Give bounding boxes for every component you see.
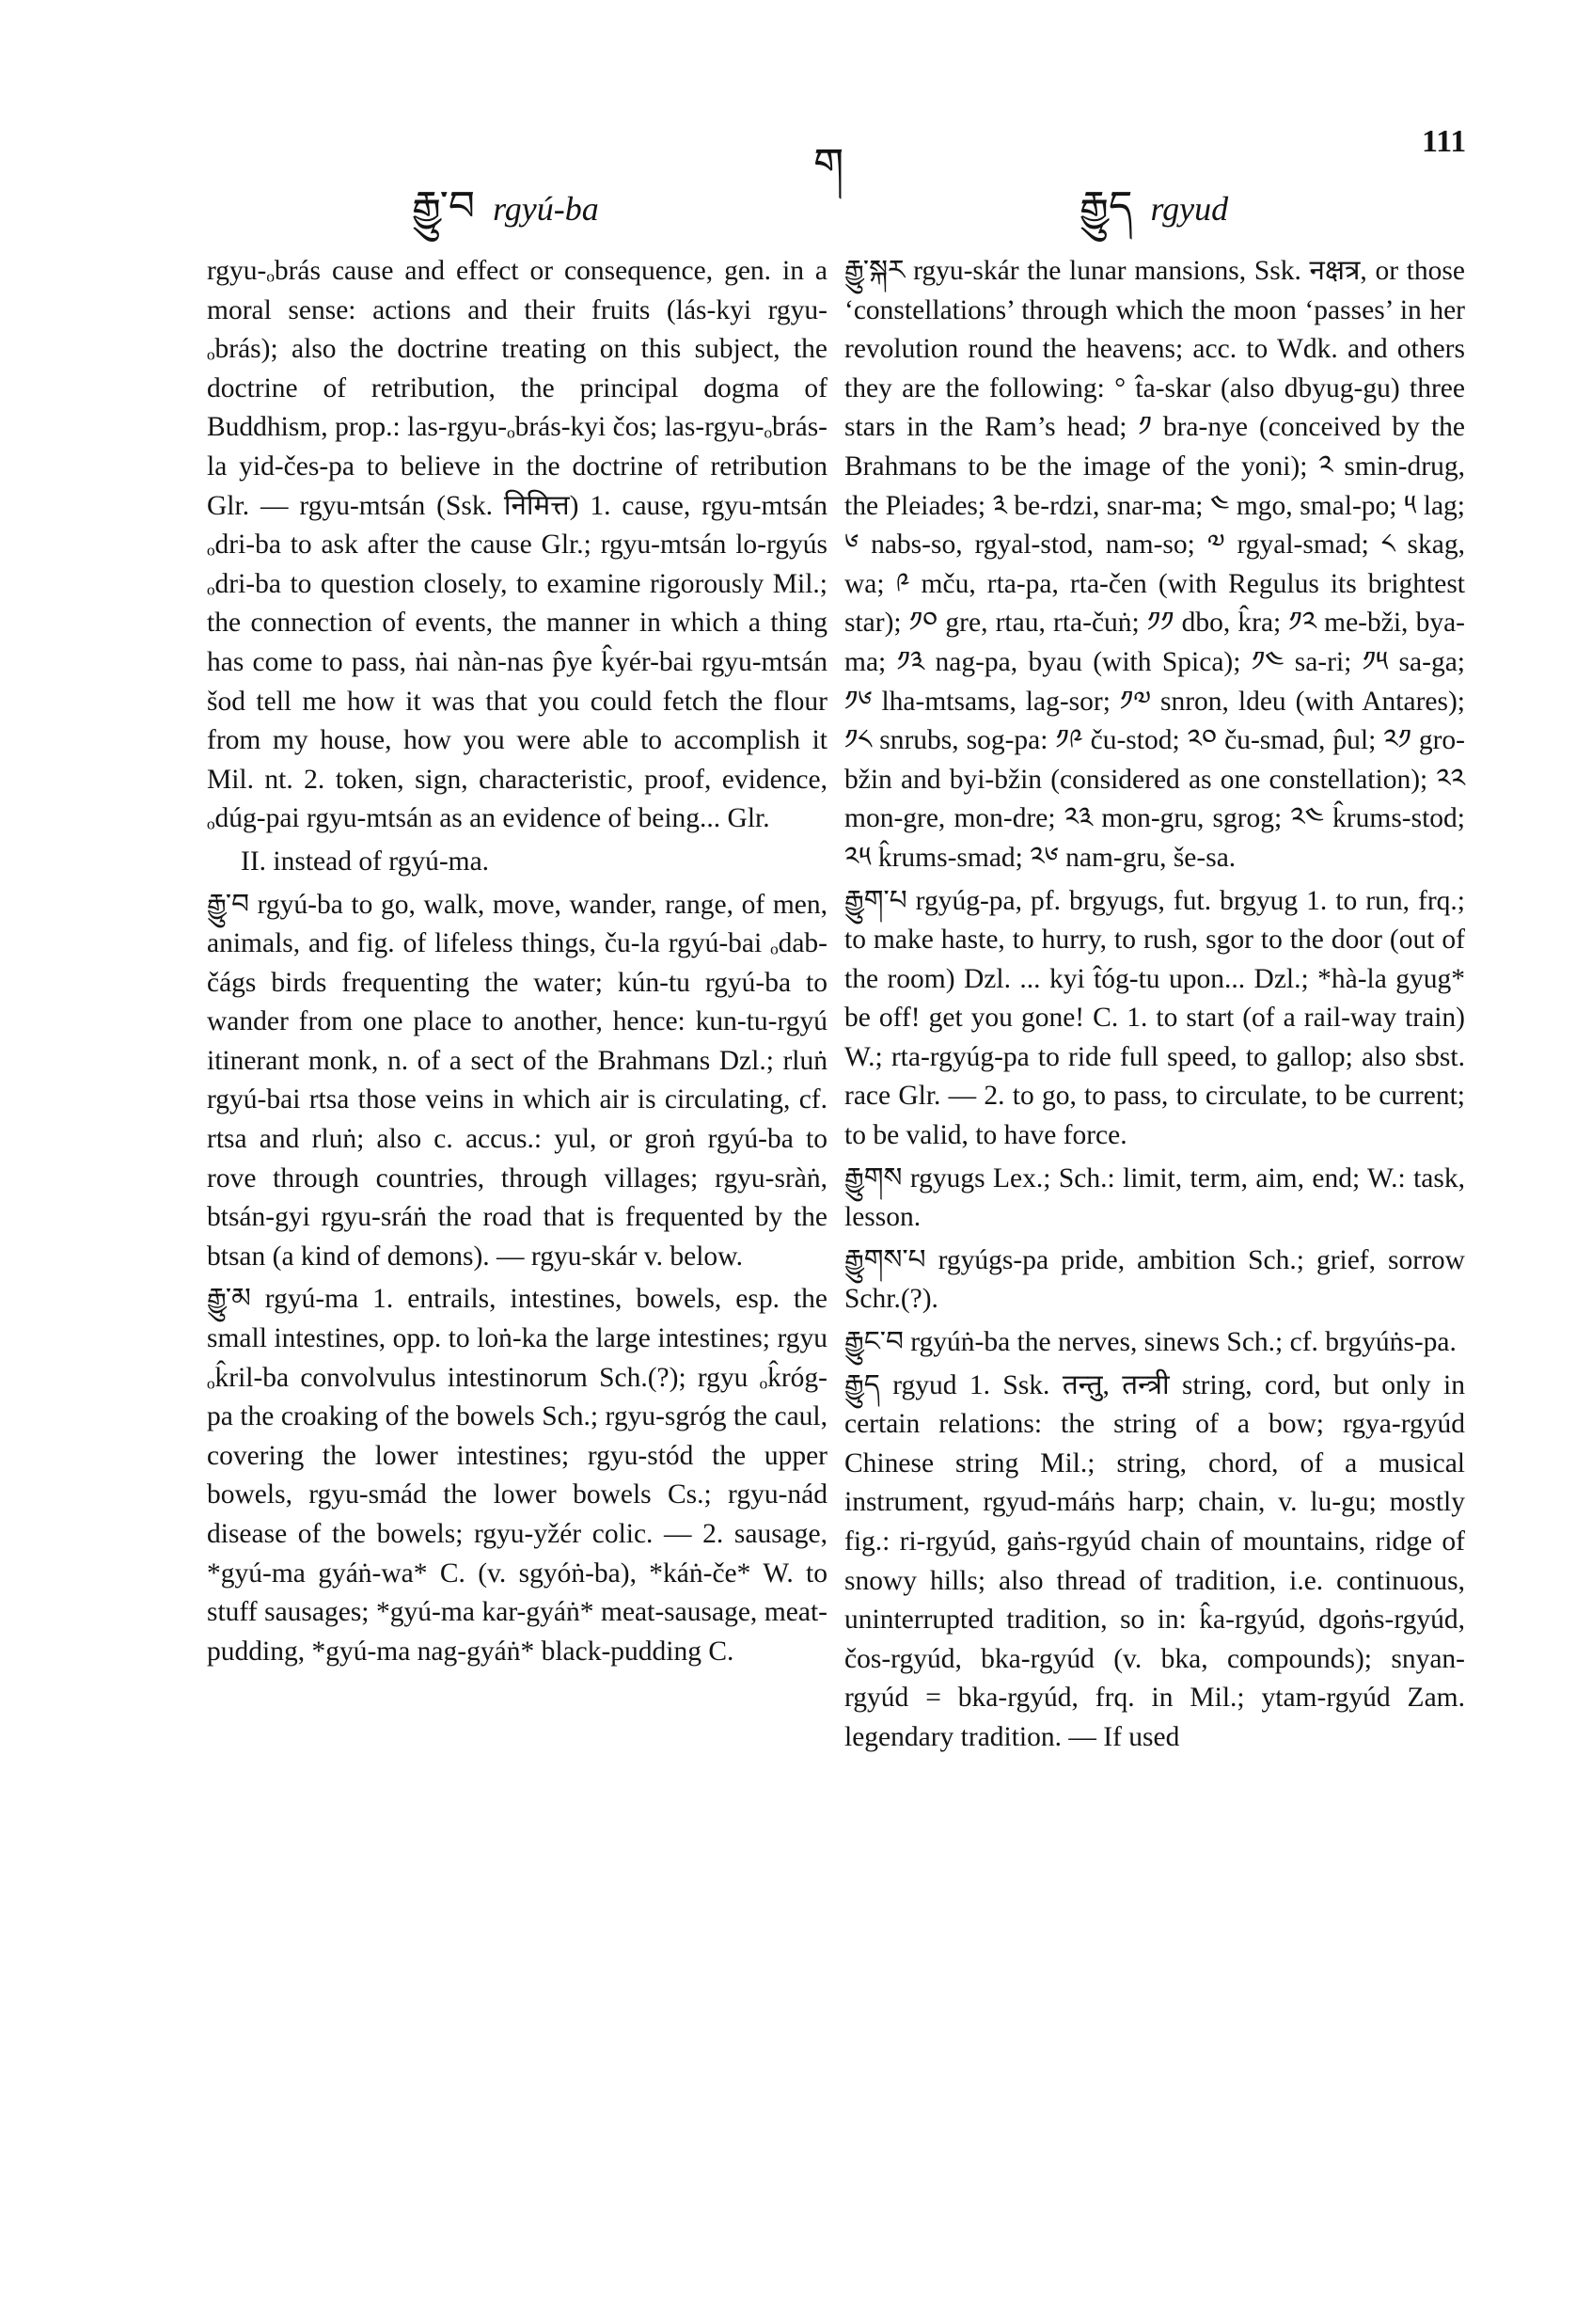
entry-rgyugs-pa: རྒྱུགས་པ rgyúgs-pa pride, ambition Sch.; grief, sorrow Schr.(?). (844, 1244, 1465, 1315)
header-right-translit: rgyud (1150, 190, 1229, 228)
entry-rgyug-pa: རྒྱུག་པ rgyúg-pa, pf. brgyugs, fut. brgyug 1. to run, frq.; to make haste, to hurry, to rush, sgor to the door (out of the room) Dzl. ... kyi t̂óg-tu upon... Dzl.; *hà-la gyug* be off! get you gone! C. 1. to start (of a rail-way train) W.; rta-rgyúg-pa to ride full speed, to gallop; also sbst. race Glr. — 2. to go, to pass, to circulate, to be current; to be valid, to have force. (844, 885, 1465, 1151)
page-number: 111 (1422, 124, 1467, 159)
entry-paragraph: rgyu-ₒbrás cause and effect or consequence, gen. in a moral sense: actions and their fruits (lás-kyi rgyu-ₒbrás); also the doctrine treating on this subject, the doctrine of retribution, the principal dogma of Buddhism, prop.: las-rgyu-ₒbrás-kyi čos; las-rgyu-ₒbrás-la yid-čes-pa to believe in the doctrine of retribution Glr. — rgyu-mtsán (Ssk. निमित्त) 1. cause, rgyu-mtsán ₒdri-ba to ask after the cause Glr.; rgyu-mtsán lo-rgyús ₒdri-ba to question closely, to examine rigorously Mil.; the connection of events, the manner in which a thing has come to pass, ṅai nàn-nas p̂ye k̂yér-bai rgyu-mtsán šod tell me how it was that you could fetch the flour from my house, how you were able to accomplish it Mil. nt. 2. token, sign, characteristic, proof, evidence, ₒdúg-pai rgyu-mtsán as an evidence of being... Glr. (207, 256, 827, 834)
entry-rgyud: རྒྱུད rgyud 1. Ssk. तन्तु, तन्त्री string, cord, but only in certain relations: the string of a bow; rgya-rgyúd Chinese string Mil.; string, chord, of a musical instrument, rgyud-máṅs harp; chain, v. lu-gu; mostly fig.: ri-rgyúd, gaṅs-rgyúd chain of mountains, ridge of snowy hills; also thread of tradition, i.e. continuous, uninterrupted tradition, so in: k̂a-rgyúd, dgoṅs-rgyúd, čos-rgyúd, bka-rgyúd (v. bka, compounds); snyan-rgyúd = bka-rgyúd, frq. in Mil.; ytam-rgyúd Zam. legendary tradition. — If used (844, 1369, 1465, 1752)
entry-paragraph: II. instead of rgyú-ma. (241, 846, 490, 877)
left-column (207, 252, 827, 1675)
running-header-letter: ག (813, 138, 844, 189)
header-left-tibetan: རྒྱུ་བ (412, 182, 476, 230)
header-right-tibetan: རྒྱུད (1080, 182, 1133, 230)
entry-rgyu-ma: རྒྱུ་མ rgyú-ma 1. entrails, intestines, bowels, esp. the small intestines, opp. to loṅ-ka the large intestines; rgyu ₒk̂ril-ba convolvulus intestinorum Sch.(?); rgyu ₒk̂róg-pa the croaking of the bowels Sch.; rgyu-sgróg the caul, covering the lower intestines; rgyu-stód the upper bowels, rgyu-smád the lower bowels Cs.; rgyu-nád disease of the bowels; rgyu-yžér colic. — 2. sausage, *gyú-ma gyáṅ-wa* C. (v. sgyóṅ-ba), *káṅ-če* W. to stuff sausages; *gyú-ma kar-gyáṅ* meat-sausage, meat-pudding, *gyú-ma nag-gyáṅ* black-pudding C. (207, 1284, 827, 1667)
entry-rgyu-skar: རྒྱུ་སྐར rgyu-skár the lunar mansions, Ssk. नक्षत्र, or those ‘constellations’ through which the moon ‘passes’ in her revolution round the heavens; acc. to Wdk. and others they are the following: ° t̂a-skar (also dbyug-gu) three stars in the Ram’s head; ༡ bra-nye (conceived by the Brahmans to be the image of the yoni); ༢ smin-drug, the Pleiades; ༣ be-rdzi, snar-ma; ༤ mgo, smal-po; ༥ lag; ༦ nabs-so, rgyal-stod, nam-so; ༧ rgyal-smad; ༨ skag, wa; ༩ mču, rta-pa, rta-čen (with Regulus its brightest star); ༡༠ gre, rtau, rta-čuṅ; ༡༡ dbo, k̂ra; ༡༢ me-bži, bya-ma; ༡༣ nag-pa, byau (with Spica); ༡༤ sa-ri; ༡༥ sa-ga; ༡༦ lha-mtsams, lag-sor; ༡༧ snron, ldeu (with Antares); ༡༨ snrubs, sog-pa: ༡༩ ču-stod; ༢༠ ču-smad, p̂ul; ༢༡ gro-bžin and byi-bžin (considered as one constellation); ༢༢ mon-gre, mon-dre; ༢༣ mon-gru, sgrog; ༢༤ k̂rums-stod; ༢༥ k̂rums-smad; ༢༦ nam-gru, še-sa. (844, 256, 1465, 873)
entry-rgyu-ba: རྒྱུ་བ rgyú-ba to go, walk, move, wander, range, of men, animals, and fig. of lifeless things, ču-la rgyú-bai ₒdab-čágs birds frequenting the water; kún-tu rgyú-ba to wander from one place to another, hence: kun-tu-rgyú itinerant monk, n. of a sect of the Brahmans Dzl.; rluṅ rgyú-bai rtsa those veins in which air is circulating, cf. rtsa and rluṅ; also c. accus.: yul, or groṅ rgyú-ba to rove through countries, through villages; rgyu-sràṅ, btsán-gyi rgyu-sráṅ the road that is frequented by the btsan (a kind of demons). — rgyu-skár v. below. (207, 889, 827, 1272)
right-column (844, 252, 1465, 1762)
header-left-translit: rgyú-ba (493, 190, 599, 228)
entry-rgyugs: རྒྱུགས rgyugs Lex.; Sch.: limit, term, aim, end; W.: task, lesson. (844, 1162, 1465, 1233)
entry-rgyun-ba: རྒྱུང་བ rgyúṅ-ba the nerves, sinews Sch.; cf. brgyúṅs-pa. (844, 1327, 1457, 1358)
